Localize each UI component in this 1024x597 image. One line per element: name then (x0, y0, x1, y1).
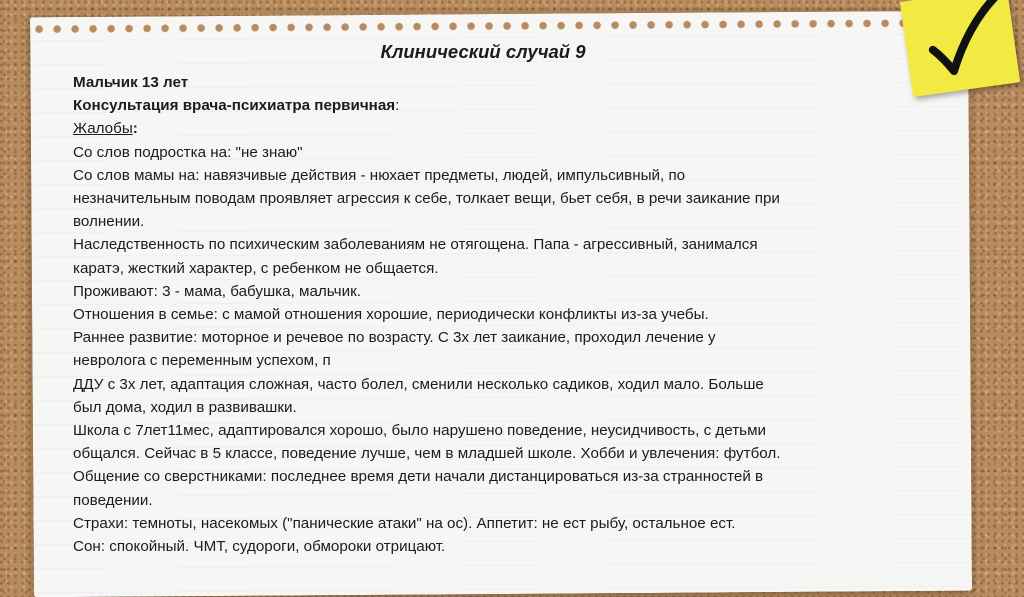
complaints-line (73, 117, 933, 140)
text-line: ДДУ с 3х лет, адаптация сложная, часто болел, сменили несколько садиков, ходил мало. Больше (73, 375, 764, 393)
text-line: незначительным поводам проявляет агрессия к себе, толкает вещи, бьет себя, в речи заикание при (73, 190, 780, 208)
text-line: каратэ, жесткий характер, с ребенком не общается. (73, 259, 439, 277)
consultation-suffix: : (395, 97, 400, 115)
consultation-line (73, 94, 933, 117)
complaints-label: Жалобы (73, 120, 133, 138)
case-content (73, 40, 933, 558)
consultation-label: Консультация врача-психиатра первичная (73, 97, 396, 115)
text-line: Отношения в семье: с мамой отношения хорошие, периодически конфликты из-за учебы. (73, 306, 709, 324)
text-line: Со слов подростка на: "не знаю" (73, 143, 303, 161)
text-line: невролога с переменным успехом, п (73, 352, 331, 370)
text-line: Наследственность по психическим заболеваниям не отягощена. Папа - агрессивный, занимался (73, 236, 758, 254)
case-title: Клинический случай 9 (380, 41, 586, 62)
text-line: общался. Сейчас в 5 классе, поведение лучше, чем в младшей школе. Хобби и увлечения: футбол. (73, 445, 781, 463)
text-line: Со слов мамы на: навязчивые действия - нюхает предметы, людей, импульсивный, по (73, 166, 686, 184)
text-line: Общение со сверстниками: последнее время дети начали дистанцироваться из-за странностей в (73, 468, 764, 486)
text-line: Страхи: темноты, насекомых ("панические атаки" на ос). Аппетит: не ест рыбу, остальное ест. (73, 514, 736, 532)
text-line: Проживают: 3 - мама, бабушка, мальчик. (73, 282, 361, 300)
text-line: поведении. (73, 491, 153, 509)
text-line: волнении. (73, 213, 145, 231)
paper-binding-holes (30, 17, 968, 36)
text-line: Школа с 7лет11мес, адаптировался хорошо, было нарушено поведение, неусидчивость, с детьми (73, 422, 766, 440)
text-line: Сон: спокойный. ЧМТ, судороги, обмороки отрицают. (73, 538, 446, 556)
text-line: был дома, ходил в развивашки. (73, 398, 297, 416)
text-line: Раннее развитие: моторное и речевое по возрасту. С 3х лет заикание, проходил лечение у (73, 329, 716, 347)
patient-line: Мальчик 13 лет (73, 74, 189, 91)
complaints-suffix: : (132, 120, 138, 138)
